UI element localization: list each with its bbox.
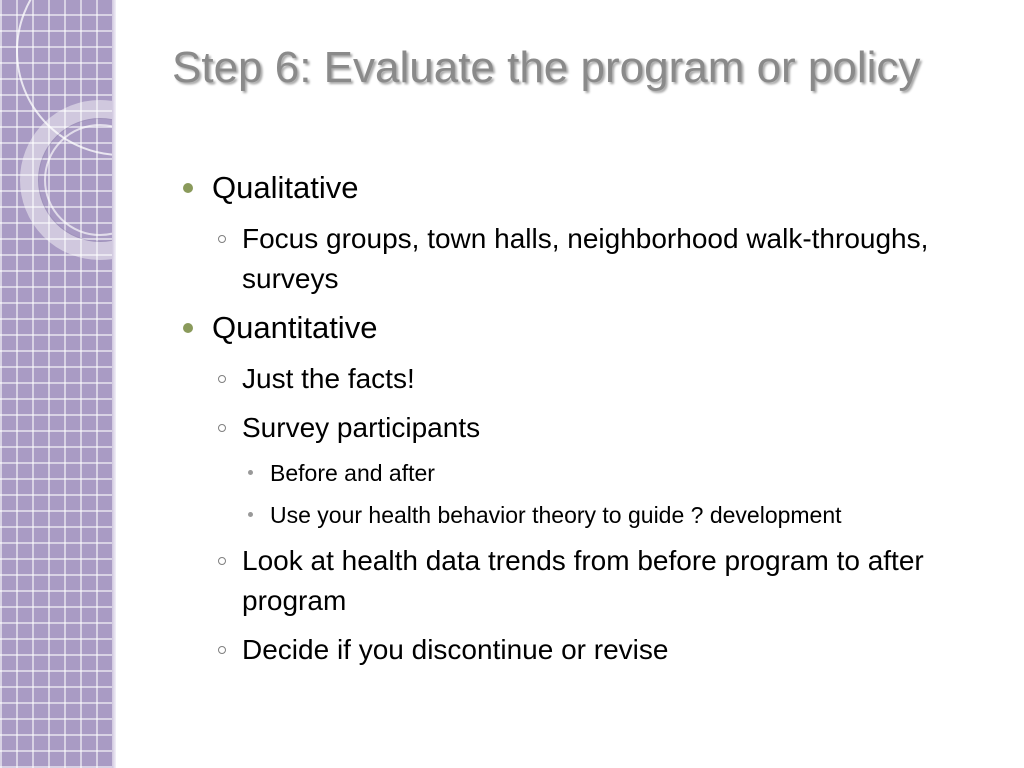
sidebar-decoration [0,0,112,768]
bullet-item [182,308,1002,348]
filled-bullet-icon [183,183,193,193]
hollow-circle-bullet-icon [218,557,226,565]
slide-content [182,168,1002,679]
sub-sub-bullet-item [182,499,1002,531]
small-dot-bullet-icon [248,512,253,517]
sidebar-edge [112,0,116,768]
hollow-circle-bullet-icon [218,424,226,432]
sub-bullet-item [182,219,1002,299]
slide-title: Step 6: Evaluate the program or policy [172,43,921,92]
hollow-circle-bullet-icon [218,646,226,654]
sub-sub-bullet-item [182,457,1002,489]
bullet-text: Survey participants [242,412,481,443]
sub-bullet-item [182,541,1002,621]
bullet-item [182,168,1002,208]
bullet-text: Quantitative [212,310,378,345]
bullet-text: Decide if you discontinue or revise [242,634,669,665]
small-dot-bullet-icon [248,470,253,475]
bullet-text: Just the facts! [242,363,415,394]
sub-bullet-item [182,408,1002,448]
hollow-circle-bullet-icon [218,375,226,383]
sub-bullet-item [182,359,1002,399]
bullet-text: Look at health data trends from before program to after program [242,545,924,616]
hollow-circle-bullet-icon [218,235,226,243]
bullet-text: Use your health behavior theory to guide ? development [270,502,842,528]
bullet-text: Focus groups, town halls, neighborhood walk-throughs, surveys [242,223,929,294]
sub-bullet-item [182,630,1002,670]
filled-bullet-icon [183,323,193,333]
bullet-text: Qualitative [212,170,359,205]
bullet-text: Before and after [270,460,435,486]
